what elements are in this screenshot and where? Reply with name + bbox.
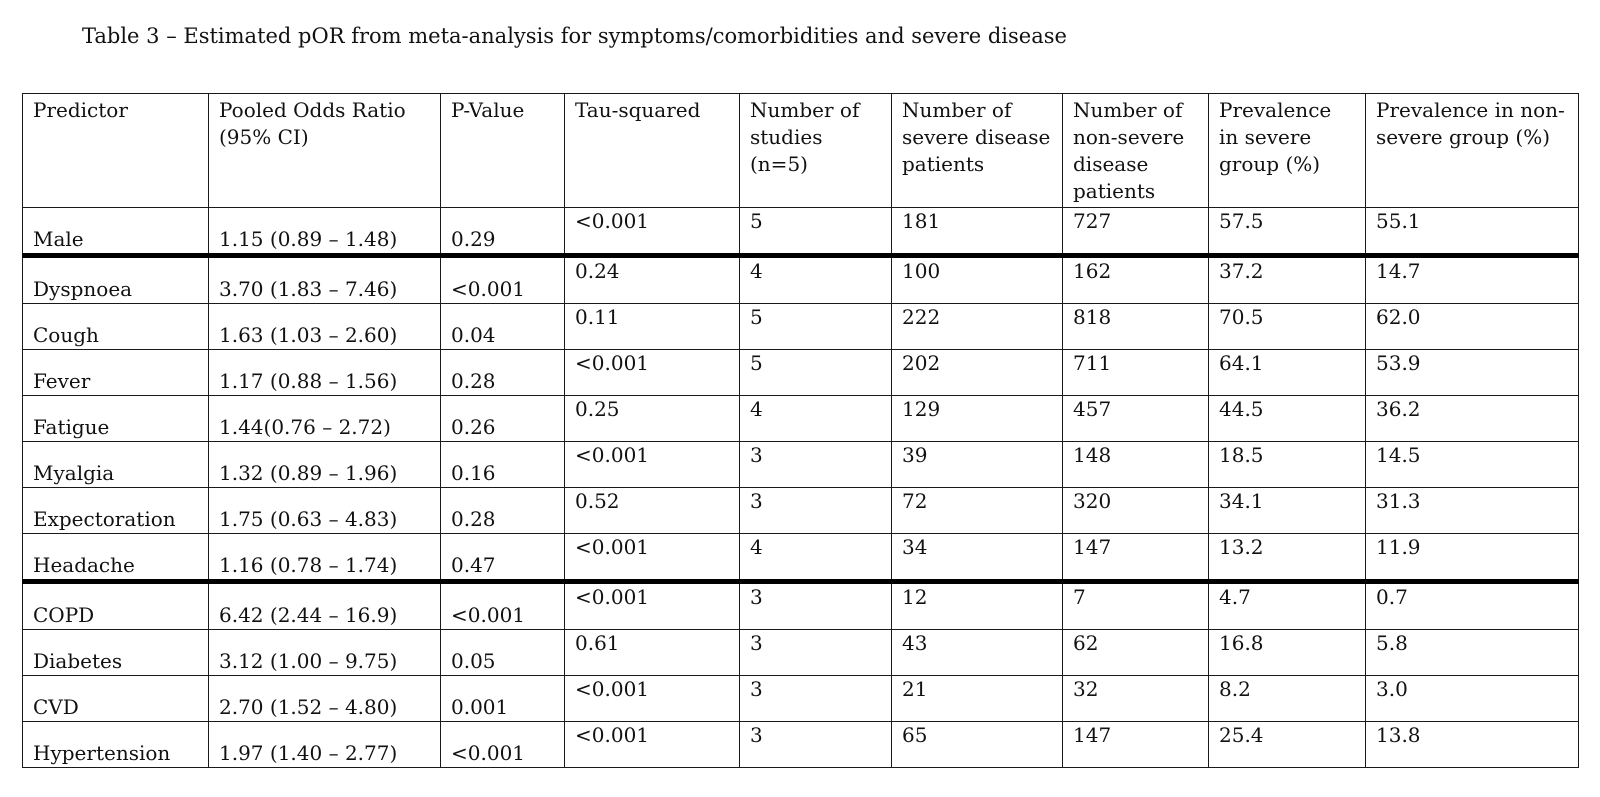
- prevalence-non-severe-cell: 14.7: [1366, 256, 1579, 304]
- header-tau-squared: Tau-squared: [565, 94, 740, 208]
- table-row: [23, 534, 1579, 582]
- non-severe-patients-cell: 147: [1063, 534, 1209, 582]
- prevalence-non-severe-cell: 0.7: [1366, 582, 1579, 630]
- predictor-cell: Cough: [23, 304, 209, 350]
- table-row: [23, 722, 1579, 768]
- non-severe-patients-cell: 7: [1063, 582, 1209, 630]
- tau-squared-cell: <0.001: [565, 208, 740, 256]
- table-row: [23, 442, 1579, 488]
- number-of-studies-cell: 5: [740, 304, 892, 350]
- number-of-studies-cell: 3: [740, 630, 892, 676]
- prevalence-severe-cell: 57.5: [1209, 208, 1366, 256]
- non-severe-patients-cell: 62: [1063, 630, 1209, 676]
- predictor-cell: Fatigue: [23, 396, 209, 442]
- non-severe-patients-cell: 818: [1063, 304, 1209, 350]
- header-row: [23, 94, 1579, 208]
- table-row: [23, 488, 1579, 534]
- number-of-studies-cell: 4: [740, 534, 892, 582]
- prevalence-severe-cell: 64.1: [1209, 350, 1366, 396]
- prevalence-severe-cell: 34.1: [1209, 488, 1366, 534]
- prevalence-severe-cell: 18.5: [1209, 442, 1366, 488]
- pooled-odds-ratio-cell: 6.42 (2.44 – 16.9): [209, 582, 441, 630]
- p-value-cell: 0.28: [441, 488, 565, 534]
- tau-squared-cell: <0.001: [565, 350, 740, 396]
- p-value-cell: 0.04: [441, 304, 565, 350]
- table-row: [23, 256, 1579, 304]
- non-severe-patients-cell: 320: [1063, 488, 1209, 534]
- header-p-value: P-Value: [441, 94, 565, 208]
- number-of-studies-cell: 5: [740, 350, 892, 396]
- header-prevalence-non-severe: Prevalence in non-severe group (%): [1366, 94, 1579, 208]
- tau-squared-cell: <0.001: [565, 442, 740, 488]
- severe-patients-cell: 43: [892, 630, 1063, 676]
- prevalence-non-severe-cell: 13.8: [1366, 722, 1579, 768]
- predictor-cell: Dyspnoea: [23, 256, 209, 304]
- prevalence-severe-cell: 44.5: [1209, 396, 1366, 442]
- pooled-odds-ratio-cell: 1.75 (0.63 – 4.83): [209, 488, 441, 534]
- tau-squared-cell: 0.52: [565, 488, 740, 534]
- predictor-cell: Fever: [23, 350, 209, 396]
- severe-patients-cell: 65: [892, 722, 1063, 768]
- header-pooled-odds-ratio: Pooled Odds Ratio (95% CI): [209, 94, 441, 208]
- predictor-cell: COPD: [23, 582, 209, 630]
- p-value-cell: <0.001: [441, 582, 565, 630]
- tau-squared-cell: <0.001: [565, 534, 740, 582]
- pooled-odds-ratio-cell: 1.32 (0.89 – 1.96): [209, 442, 441, 488]
- prevalence-non-severe-cell: 14.5: [1366, 442, 1579, 488]
- table-row: [23, 304, 1579, 350]
- number-of-studies-cell: 4: [740, 256, 892, 304]
- p-value-cell: 0.05: [441, 630, 565, 676]
- tau-squared-cell: <0.001: [565, 676, 740, 722]
- prevalence-severe-cell: 13.2: [1209, 534, 1366, 582]
- header-predictor: Predictor: [23, 94, 209, 208]
- table-row: [23, 350, 1579, 396]
- tau-squared-cell: 0.61: [565, 630, 740, 676]
- prevalence-non-severe-cell: 31.3: [1366, 488, 1579, 534]
- severe-patients-cell: 181: [892, 208, 1063, 256]
- number-of-studies-cell: 3: [740, 676, 892, 722]
- pooled-odds-ratio-cell: 1.17 (0.88 – 1.56): [209, 350, 441, 396]
- severe-patients-cell: 202: [892, 350, 1063, 396]
- table-body: [23, 208, 1579, 768]
- predictor-cell: Diabetes: [23, 630, 209, 676]
- prevalence-severe-cell: 16.8: [1209, 630, 1366, 676]
- header-number-of-studies: Number of studies (n=5): [740, 94, 892, 208]
- pooled-odds-ratio-cell: 2.70 (1.52 – 4.80): [209, 676, 441, 722]
- prevalence-severe-cell: 8.2: [1209, 676, 1366, 722]
- number-of-studies-cell: 3: [740, 442, 892, 488]
- prevalence-non-severe-cell: 5.8: [1366, 630, 1579, 676]
- p-value-cell: <0.001: [441, 722, 565, 768]
- pooled-odds-ratio-cell: 3.12 (1.00 – 9.75): [209, 630, 441, 676]
- number-of-studies-cell: 3: [740, 722, 892, 768]
- severe-patients-cell: 39: [892, 442, 1063, 488]
- pooled-odds-ratio-cell: 1.63 (1.03 – 2.60): [209, 304, 441, 350]
- results-table: [22, 93, 1579, 768]
- p-value-cell: 0.26: [441, 396, 565, 442]
- predictor-cell: Myalgia: [23, 442, 209, 488]
- severe-patients-cell: 12: [892, 582, 1063, 630]
- table-row: [23, 396, 1579, 442]
- tau-squared-cell: 0.11: [565, 304, 740, 350]
- p-value-cell: <0.001: [441, 256, 565, 304]
- tau-squared-cell: <0.001: [565, 722, 740, 768]
- prevalence-non-severe-cell: 3.0: [1366, 676, 1579, 722]
- predictor-cell: Expectoration: [23, 488, 209, 534]
- prevalence-non-severe-cell: 11.9: [1366, 534, 1579, 582]
- pooled-odds-ratio-cell: 1.15 (0.89 – 1.48): [209, 208, 441, 256]
- prevalence-severe-cell: 70.5: [1209, 304, 1366, 350]
- non-severe-patients-cell: 148: [1063, 442, 1209, 488]
- non-severe-patients-cell: 711: [1063, 350, 1209, 396]
- p-value-cell: 0.29: [441, 208, 565, 256]
- prevalence-non-severe-cell: 53.9: [1366, 350, 1579, 396]
- predictor-cell: CVD: [23, 676, 209, 722]
- header-severe-patients: Number of severe disease patients: [892, 94, 1063, 208]
- table-row: [23, 630, 1579, 676]
- number-of-studies-cell: 5: [740, 208, 892, 256]
- header-prevalence-severe: Prevalence in severe group (%): [1209, 94, 1366, 208]
- p-value-cell: 0.28: [441, 350, 565, 396]
- p-value-cell: 0.47: [441, 534, 565, 582]
- non-severe-patients-cell: 147: [1063, 722, 1209, 768]
- prevalence-severe-cell: 37.2: [1209, 256, 1366, 304]
- predictor-cell: Headache: [23, 534, 209, 582]
- number-of-studies-cell: 4: [740, 396, 892, 442]
- p-value-cell: 0.001: [441, 676, 565, 722]
- table-caption: Table 3 – Estimated pOR from meta-analysis for symptoms/comorbidities and severe disease: [82, 24, 1067, 48]
- prevalence-non-severe-cell: 62.0: [1366, 304, 1579, 350]
- prevalence-non-severe-cell: 55.1: [1366, 208, 1579, 256]
- severe-patients-cell: 100: [892, 256, 1063, 304]
- non-severe-patients-cell: 457: [1063, 396, 1209, 442]
- table-row: [23, 208, 1579, 256]
- severe-patients-cell: 21: [892, 676, 1063, 722]
- tau-squared-cell: 0.25: [565, 396, 740, 442]
- pooled-odds-ratio-cell: 1.16 (0.78 – 1.74): [209, 534, 441, 582]
- prevalence-severe-cell: 25.4: [1209, 722, 1366, 768]
- severe-patients-cell: 72: [892, 488, 1063, 534]
- table-row: [23, 582, 1579, 630]
- p-value-cell: 0.16: [441, 442, 565, 488]
- non-severe-patients-cell: 32: [1063, 676, 1209, 722]
- predictor-cell: Male: [23, 208, 209, 256]
- predictor-cell: Hypertension: [23, 722, 209, 768]
- prevalence-non-severe-cell: 36.2: [1366, 396, 1579, 442]
- header-non-severe-patients: Number of non-severe disease patients: [1063, 94, 1209, 208]
- severe-patients-cell: 129: [892, 396, 1063, 442]
- tau-squared-cell: 0.24: [565, 256, 740, 304]
- non-severe-patients-cell: 162: [1063, 256, 1209, 304]
- non-severe-patients-cell: 727: [1063, 208, 1209, 256]
- prevalence-severe-cell: 4.7: [1209, 582, 1366, 630]
- severe-patients-cell: 222: [892, 304, 1063, 350]
- severe-patients-cell: 34: [892, 534, 1063, 582]
- tau-squared-cell: <0.001: [565, 582, 740, 630]
- pooled-odds-ratio-cell: 1.44(0.76 – 2.72): [209, 396, 441, 442]
- table-row: [23, 676, 1579, 722]
- pooled-odds-ratio-cell: 1.97 (1.40 – 2.77): [209, 722, 441, 768]
- pooled-odds-ratio-cell: 3.70 (1.83 – 7.46): [209, 256, 441, 304]
- number-of-studies-cell: 3: [740, 488, 892, 534]
- number-of-studies-cell: 3: [740, 582, 892, 630]
